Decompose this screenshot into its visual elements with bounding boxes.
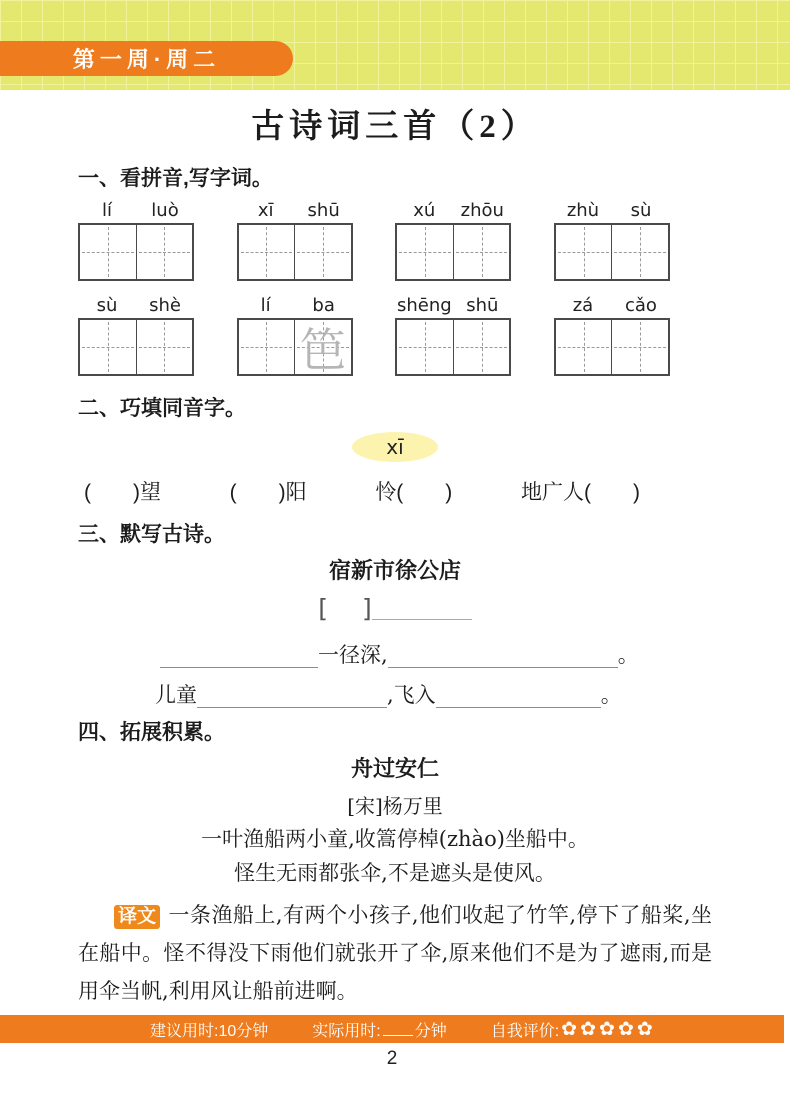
pinyin-label: cǎo xyxy=(624,295,657,316)
pinyin-label: shū xyxy=(466,295,499,316)
actual-time-item xyxy=(312,1018,446,1041)
bracket-right: ] xyxy=(362,594,372,623)
dictation-blank[interactable] xyxy=(160,646,318,668)
dictation-period: 。 xyxy=(617,643,639,667)
poem-author: [宋]杨万里 xyxy=(347,794,443,818)
pinyin-grid-group xyxy=(237,295,353,376)
answer-hint xyxy=(137,225,193,279)
pinyin-grid-row-1 xyxy=(78,200,670,281)
dictation-blank[interactable] xyxy=(388,646,618,668)
pinyin-label: shū xyxy=(307,200,340,221)
pinyin-grid-group xyxy=(237,200,353,281)
poem-line: 一叶渔船两小童,收篙停棹(zhào)坐船中。 xyxy=(201,827,589,851)
answer-hint-ba: 笆 xyxy=(299,323,346,377)
writing-cell[interactable] xyxy=(611,225,668,279)
dictation-text: 一径深, xyxy=(318,643,388,667)
pinyin-grid-group xyxy=(395,200,511,281)
extension-poem-title: 舟过安仁 xyxy=(350,756,439,781)
actual-time-unit: 分钟 xyxy=(414,1022,447,1040)
pinyin-grid-group xyxy=(78,200,194,281)
week-banner xyxy=(0,41,293,76)
answer-hint xyxy=(612,225,668,279)
writing-cell[interactable] xyxy=(397,320,453,374)
flower-star-icon[interactable]: ✿ xyxy=(636,1018,653,1040)
answer-hint xyxy=(295,225,351,279)
pinyin-grid-group xyxy=(395,295,511,376)
answer-hint xyxy=(239,320,295,374)
writing-cell[interactable] xyxy=(80,320,136,374)
dictation-text: 儿童 xyxy=(155,683,197,707)
writing-cell[interactable] xyxy=(239,320,295,374)
poem-line: 怪生无雨都张伞,不是遮头是使风。 xyxy=(234,861,556,885)
answer-hint xyxy=(80,225,136,279)
answer-hint xyxy=(397,225,453,279)
page-number: 2 xyxy=(386,1048,398,1069)
flower-star-icon[interactable]: ✿ xyxy=(561,1018,578,1040)
answer-hint xyxy=(556,225,612,279)
pinyin-label: lí xyxy=(260,295,271,316)
writing-grid[interactable] xyxy=(395,223,511,281)
pinyin-label: sù xyxy=(630,200,652,221)
pinyin-grid-group xyxy=(78,295,194,376)
answer-hint xyxy=(397,320,453,374)
answer-hint xyxy=(137,320,193,374)
writing-cell[interactable] xyxy=(453,320,510,374)
pinyin-grid-group xyxy=(554,200,670,281)
rating-stars xyxy=(561,1020,653,1039)
writing-grid[interactable] xyxy=(237,223,353,281)
author-bracket-line xyxy=(78,594,712,623)
footer-bar xyxy=(0,1015,784,1043)
writing-grid[interactable] xyxy=(395,318,511,376)
homophone-blank-item[interactable]: ( )阳 xyxy=(229,481,307,504)
writing-cell[interactable] xyxy=(611,320,668,374)
actual-time-label: 实际用时: xyxy=(312,1022,381,1040)
writing-grid[interactable] xyxy=(554,318,670,376)
writing-grid[interactable] xyxy=(237,318,353,376)
author-blank[interactable] xyxy=(372,598,472,620)
pinyin-highlight: xī xyxy=(352,432,438,462)
writing-cell[interactable] xyxy=(239,225,295,279)
writing-cell[interactable] xyxy=(556,225,612,279)
writing-grid[interactable] xyxy=(554,223,670,281)
pinyin-label: shè xyxy=(149,295,181,316)
week-label: 第一周·周二 xyxy=(72,47,221,72)
dictation-period: 。 xyxy=(600,683,622,707)
writing-cell[interactable] xyxy=(397,225,453,279)
bracket-left: [ xyxy=(318,594,328,623)
pinyin-label: zá xyxy=(572,295,594,316)
suggested-time-label: 建议用时:10分钟 xyxy=(150,1022,269,1040)
dictation-poem-title: 宿新市徐公店 xyxy=(328,558,461,583)
writing-cell[interactable] xyxy=(294,225,351,279)
pinyin-label: xú xyxy=(413,200,436,221)
answer-hint xyxy=(556,320,612,374)
translation-paragraph xyxy=(78,896,712,1010)
pinyin-grid-group xyxy=(554,295,670,376)
pinyin-label: lí xyxy=(101,200,112,221)
writing-cell[interactable] xyxy=(136,320,193,374)
answer-hint xyxy=(239,225,295,279)
pinyin-label: luò xyxy=(151,200,179,221)
dictation-line-1 xyxy=(160,636,712,668)
page-header xyxy=(0,0,790,90)
writing-cell[interactable] xyxy=(556,320,612,374)
actual-time-blank[interactable] xyxy=(383,1022,413,1036)
content-area xyxy=(0,164,790,1010)
pinyin-label: zhù xyxy=(566,200,600,221)
writing-grid[interactable] xyxy=(78,223,194,281)
self-evaluation-item xyxy=(491,1018,653,1041)
answer-hint xyxy=(612,320,668,374)
flower-star-icon[interactable]: ✿ xyxy=(580,1018,597,1040)
homophone-blank-item[interactable]: 地广人( ) xyxy=(520,481,640,504)
answer-hint xyxy=(80,320,136,374)
translation-badge: 译文 xyxy=(114,905,160,929)
pinyin-label: sù xyxy=(96,295,118,316)
pinyin-label: shēng xyxy=(396,295,452,316)
dictation-text: ,飞入 xyxy=(387,683,436,707)
dictation-blank[interactable] xyxy=(197,686,387,708)
section4-heading: 四、拓展积累。 xyxy=(78,721,225,744)
homophone-row xyxy=(84,478,640,508)
writing-grid[interactable] xyxy=(78,318,194,376)
writing-cell[interactable] xyxy=(80,225,136,279)
homophone-blank-item[interactable]: 怜( ) xyxy=(375,481,453,504)
section2-heading: 二、巧填同音字。 xyxy=(78,397,246,420)
pinyin-grid-row-2 xyxy=(78,295,670,376)
writing-cell[interactable] xyxy=(453,225,510,279)
section1-heading: 一、看拼音,写字词。 xyxy=(78,167,273,190)
self-evaluation-label: 自我评价: xyxy=(490,1022,560,1040)
answer-hint xyxy=(454,320,510,374)
writing-cell[interactable] xyxy=(294,320,351,377)
pinyin-label: zhōu xyxy=(460,200,504,221)
translation-text: 一条渔船上,有两个小孩子,他们收起了竹竿,停下了船桨,坐在船中。怪不得没下雨他们就张开了伞,原来他们不是为了遮雨,而是用伞当帆,利用风让船前进啊。 xyxy=(78,903,712,1003)
flower-star-icon[interactable]: ✿ xyxy=(599,1018,615,1040)
page-title: 古诗词三首（2） xyxy=(251,109,539,145)
writing-cell[interactable] xyxy=(136,225,193,279)
section3-heading: 三、默写古诗。 xyxy=(78,523,225,546)
pinyin-label: ba xyxy=(312,295,335,316)
dictation-line-2 xyxy=(155,676,712,708)
homophone-blank-item[interactable]: ( )望 xyxy=(84,481,161,504)
pinyin-label: xī xyxy=(257,200,274,221)
answer-hint xyxy=(454,225,510,279)
dictation-blank[interactable] xyxy=(436,686,601,708)
flower-star-icon[interactable]: ✿ xyxy=(617,1018,634,1040)
